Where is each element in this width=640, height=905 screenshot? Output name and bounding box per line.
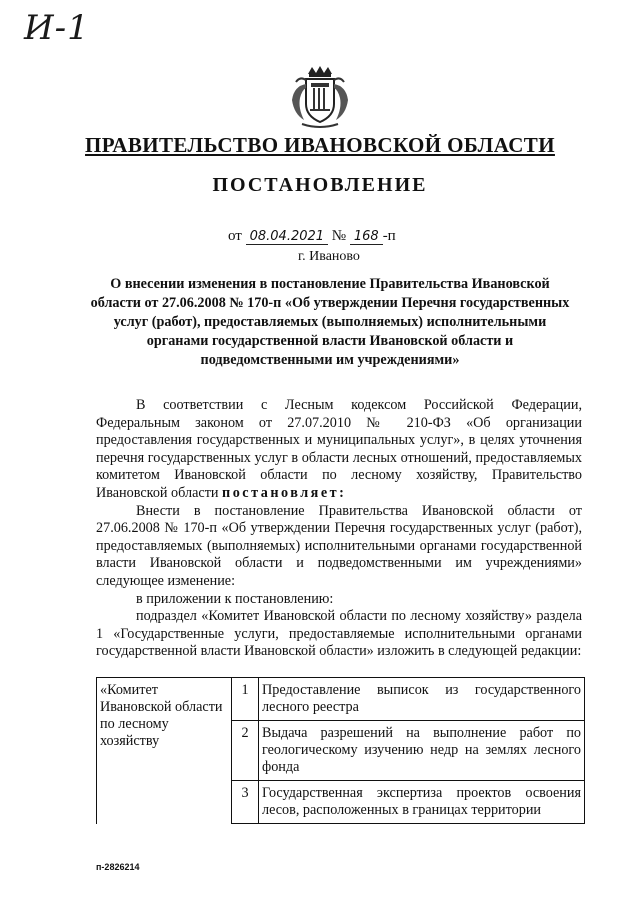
number-suffix: -п <box>382 228 396 244</box>
document-subject: О внесении изменения в постановление Правительства Ивановской области от 27.06.2008 № 170-п «Об утверждении Перечня государственных услуг (работ), предоставляемых (выполняемых) исполнительными органами государственной власти Ивановской области и подведомственными им учреждениями» <box>90 276 570 368</box>
coat-of-arms-emblem <box>288 64 352 130</box>
service-cell: Предоставление выписок из государственного лесного реестра <box>259 678 585 721</box>
services-table <box>96 677 585 824</box>
appendix-paragraph: в приложении к постановлению: <box>136 590 334 607</box>
number-sign: № <box>331 228 347 244</box>
table-row <box>97 678 585 721</box>
row-number: 2 <box>232 721 259 781</box>
resolves-emphasis: постановляет: <box>222 484 347 501</box>
agency-cell: «Комитет Ивановской области по лесному хозяйству <box>97 678 232 824</box>
document-body <box>96 397 582 661</box>
government-title: ПРАВИТЕЛЬСТВО ИВАНОВСКОЙ ОБЛАСТИ <box>85 133 555 157</box>
amendment-paragraph: Внести в постановление Правительства Ивановской области от 27.06.2008 № 170-п «Об утверждении Перечня государственных услуг (работ), предоставляемых (выполняемых) исполнительными органами государственной власти Ивановской области и подведомственными им учреждениями» следующее изменение: <box>96 502 582 589</box>
document-number: 168 <box>350 229 383 245</box>
document-code: п-2826214 <box>96 862 140 872</box>
subsection-paragraph: подраздел «Комитет Ивановской области по лесному хозяйству» раздела 1 «Государственные услуги, предоставляемые исполнительными органами государственной власти Ивановской области» изложить в следующей редакции: <box>96 608 582 660</box>
preamble-text: В соответствии с Лесным кодексом Российской Федерации, Федеральным законом от 27.07.2010 № 210-ФЗ «Об организации предоставления государственных и муниципальных услуг», в целях уточнения перечня государственных услуг в области лесных отношений, предоставляемых комитетом Ивановской области по лесному хозяйству, Правительство Ивановской области <box>96 397 582 501</box>
city-line: г. Иваново <box>298 249 360 264</box>
row-number: 1 <box>232 678 259 721</box>
document-date: 08.04.2021 <box>246 229 328 245</box>
service-cell: Государственная экспертиза проектов освоения лесов, расположенных в границах территории <box>259 781 585 824</box>
row-number: 3 <box>232 781 259 824</box>
preamble-paragraph <box>96 397 582 503</box>
handwritten-note: И-1 <box>24 8 90 48</box>
date-number-line <box>228 228 396 245</box>
date-prefix: от <box>228 228 242 244</box>
document-type-title: ПОСТАНОВЛЕНИЕ <box>212 174 428 196</box>
service-cell: Выдача разрешений на выполнение работ по геологическому изучению недр на землях лесного фонда <box>259 721 585 781</box>
